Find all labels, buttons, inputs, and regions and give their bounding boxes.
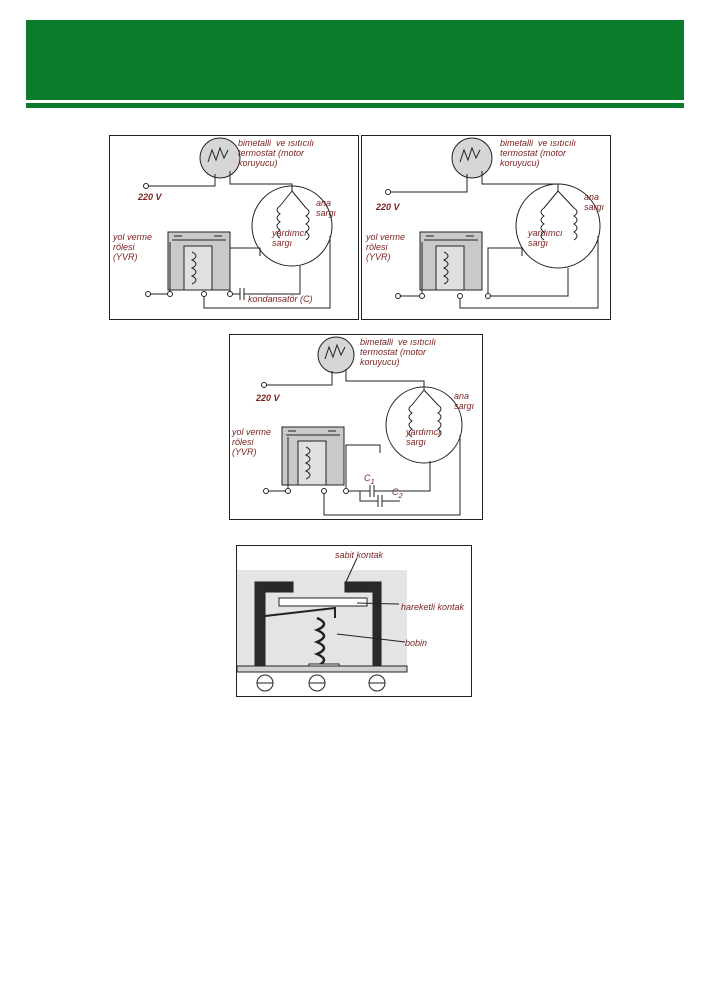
label-main-winding: ana sargı	[454, 391, 475, 411]
label-thermostat: bimetalli ve ısıtıcılı termostat (motor koruyucu)	[360, 337, 437, 367]
label-capacitor: kondansatör (C)	[248, 294, 313, 304]
label-coil: bobin	[405, 638, 428, 648]
label-c2: $C_2$	[392, 487, 403, 500]
header-band	[26, 20, 684, 100]
wiring-diagram-capacitor-start	[109, 135, 359, 320]
label-aux-winding: yardımcı sargı	[406, 427, 441, 447]
relay-cross-section-drawing	[237, 546, 471, 696]
wiring-diagram-no-capacitor	[361, 135, 611, 320]
label-relay: yol verme rölesi (YVR)	[366, 232, 406, 262]
wiring-diagram-1-drawing	[110, 136, 358, 319]
label-thermostat: bimetalli ve ısıtıcılı termostat (motor koruyucu)	[500, 138, 577, 168]
label-aux-winding: yardımcı sargı	[272, 228, 307, 248]
label-c1: $C_1$	[364, 473, 375, 486]
label-voltage: 220 V	[256, 393, 280, 403]
label-relay: yol verme rölesi (YVR)	[232, 427, 272, 457]
label-fixed-contact: sabit kontak	[335, 550, 384, 560]
wiring-diagram-two-capacitors	[229, 334, 483, 520]
label-voltage: 220 V	[376, 202, 400, 212]
label-main-winding: ana sargı	[316, 198, 337, 218]
label-relay: yol verme rölesi (YVR)	[113, 232, 153, 262]
header-rule	[26, 103, 684, 108]
label-voltage: 220 V	[138, 192, 162, 202]
relay-cross-section	[236, 545, 472, 697]
label-aux-winding: yardımcı sargı	[528, 228, 563, 248]
label-thermostat: bimetalli ve ısıtıcılı termostat (motor koruyucu)	[238, 138, 315, 168]
label-moving-contact: hareketli kontak	[401, 602, 465, 612]
label-main-winding: ana sargı	[584, 192, 605, 212]
